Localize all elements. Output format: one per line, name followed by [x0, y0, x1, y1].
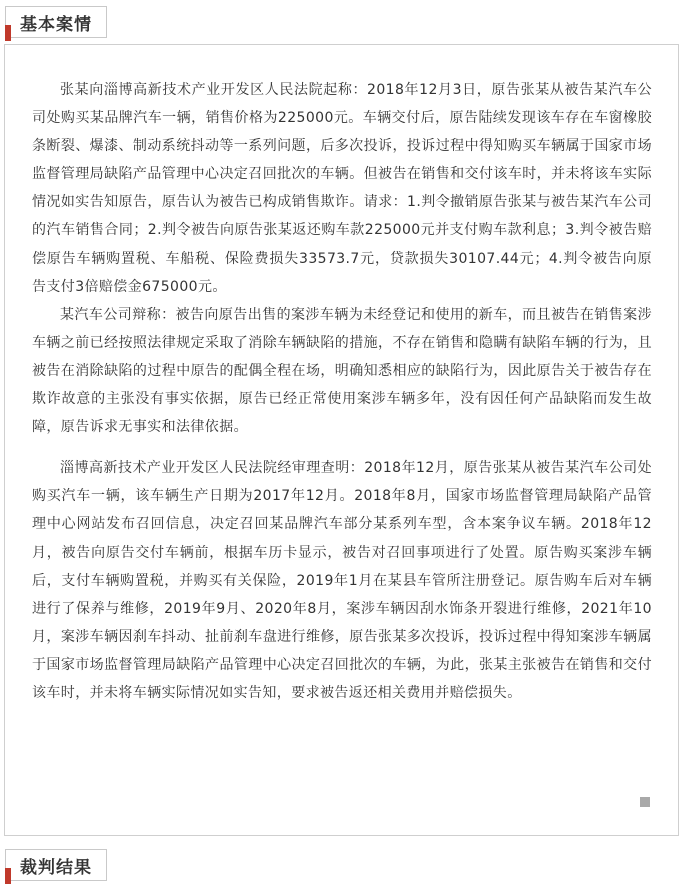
- case-paragraph: 张某向淄博高新技术产业开发区人民法院起称：2018年12月3日，原告张某从被告某汽车公司处购买某品牌汽车一辆，销售价格为225000元。车辆交付后，原告陆续发现该车存在车窗橡胶条断裂、爆漆、制动系统抖动等一系列问题，后多次投诉，投诉过程中得知购买车辆属于国家市场监督管理局缺陷产品管理中心决定召回批次的车辆。但被告在销售和交付该车时，并未将该车实际情况如实告知原告，原告认为被告已构成销售欺诈。请求：1.判令撤销原告张某与被告某汽车公司的汽车销售合同；2.判令被告向原告张某返还购车款225000元并支付购车款利息；3.判令被告赔偿原告车辆购置税、车船税、保险费损失33573.7元，贷款损失30107.44元；4.判令被告向原告支付3倍赔偿金675000元。: [32, 82, 652, 295]
- section-header-judgment-result: [5, 849, 107, 881]
- section-title: 基本案情: [20, 14, 92, 35]
- end-of-section-marker: [640, 797, 650, 807]
- section-accent-bar: [5, 25, 11, 41]
- section-accent-bar: [5, 868, 11, 884]
- section-header-basic-facts: [5, 6, 107, 38]
- case-paragraph: 淄博高新技术产业开发区人民法院经审理查明：2018年12月，原告张某从被告某汽车公司处购买汽车一辆，该车辆生产日期为2017年12月。2018年8月，国家市场监督管理局缺陷产品管理中心网站发布召回信息，决定召回某品牌汽车部分某系列车型，含本案争议车辆。2018年12月，被告向原告交付车辆前，根据车历卡显示，被告对召回事项进行了处置。原告购买案涉车辆后，支付车辆购置税，并购买有关保险，2019年1月在某县车管所注册登记。原告购车后对车辆进行了保养与维修，2019年9月、2020年8月，案涉车辆因刮水饰条开裂进行维修，2021年10月，案涉车辆因刹车抖动、扯前刹车盘进行维修，原告张某多次投诉，投诉过程中得知案涉车辆属于国家市场监督管理局缺陷产品管理中心决定召回批次的车辆，为此，张某主张被告在销售和交付该车时，并未将车辆实际情况如实告知，要求被告返还相关费用并赔偿损失。: [32, 460, 652, 701]
- section-title: 裁判结果: [20, 857, 92, 878]
- case-facts-body: [32, 76, 652, 707]
- case-paragraph: 某汽车公司辩称：被告向原告出售的案涉车辆为未经登记和使用的新车，而且被告在销售案涉车辆之前已经按照法律规定采取了消除车辆缺陷的措施，不存在销售和隐瞒有缺陷车辆的行为，且被告在消除缺陷的过程中原告的配偶全程在场，明确知悉相应的缺陷行为，因此原告关于被告存在欺诈故意的主张没有事实依据，原告已经正常使用案涉车辆多年，没有因任何产品缺陷而发生故障，原告诉求无事实和法律依据。: [32, 306, 652, 436]
